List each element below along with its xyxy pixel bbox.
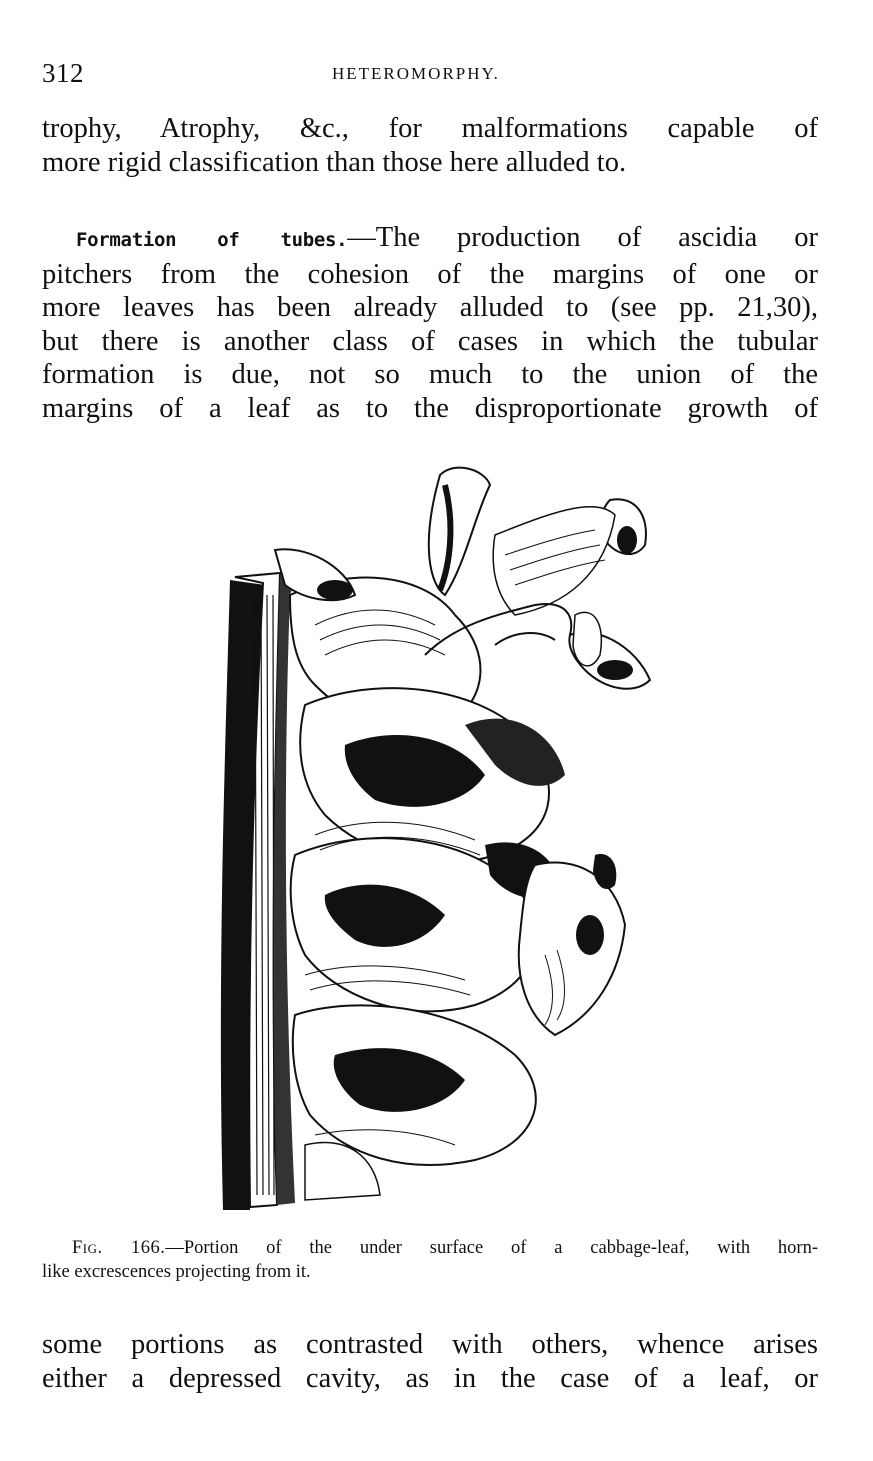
figure-caption [42, 1236, 818, 1284]
paragraph-formation-of-tubes [42, 221, 818, 425]
caption-text: —Portion of the under surface of a cabbage-leaf, with horn- [165, 1238, 818, 1258]
text-line-with-sidehead [42, 221, 818, 258]
text-line: more rigid classification than those here alluded to. [42, 146, 627, 178]
section-sidehead: Formation of tubes. [76, 229, 348, 251]
text-line: margins of a leaf as to the disproportionate growth of [42, 392, 818, 424]
paragraph-continuation [42, 112, 818, 179]
cabbage-leaf-illustration [195, 455, 665, 1215]
text-line-rest: —The production of ascidia or [347, 222, 818, 253]
caption-line [42, 1236, 818, 1260]
running-title: HETEROMORPHY. [332, 64, 500, 83]
leaf-curl [573, 612, 601, 666]
page-number: 312 [42, 58, 84, 88]
text-line: formation is due, not so much to the union of the [42, 359, 818, 390]
text-line: trophy, Atrophy, &c., for malformations capable of [42, 113, 818, 144]
text-line: either a depressed cavity, as in the case of a leaf, or [42, 1362, 818, 1394]
figure-label: Fig. 166. [72, 1238, 166, 1258]
tube-excrescence-top [429, 468, 490, 595]
text-line: but there is another class of cases in which the tubular [42, 325, 818, 357]
pitcher-opening [617, 526, 637, 554]
text-line: pitchers from the cohesion of the margins of one or [42, 258, 818, 290]
stem [495, 633, 555, 645]
paragraph-continued [42, 1328, 818, 1395]
caption-line: like excrescences projecting from it. [42, 1262, 311, 1282]
text-line: more leaves has been already alluded to (see pp. 21,30), [42, 292, 818, 323]
figure-cabbage-leaf-engraving [195, 455, 665, 1215]
pitcher-opening [597, 660, 633, 680]
pitcher-opening [576, 915, 604, 955]
horn-opening [317, 580, 353, 600]
leaf-lobe-right [493, 507, 615, 615]
running-head [42, 56, 818, 90]
text-line: some portions as contrasted with others, whence arises [42, 1329, 818, 1360]
